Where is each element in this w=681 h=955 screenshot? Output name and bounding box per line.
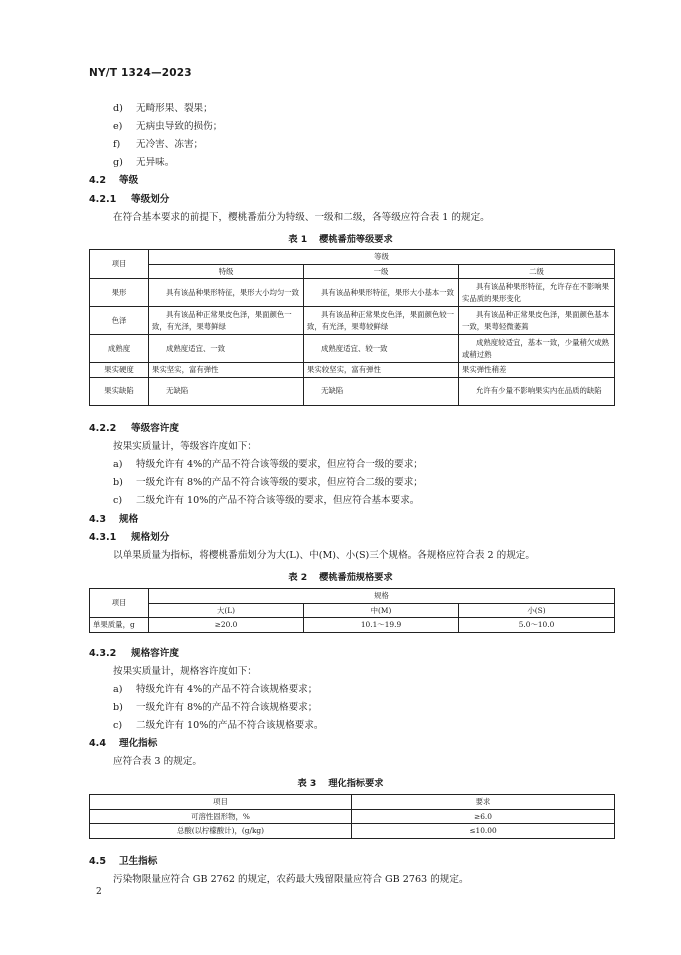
paragraph: 按果实质量计，规格容许度如下：	[113, 666, 257, 677]
table-caption: 表 1 樱桃番茄等级要求	[288, 234, 393, 245]
page-number: 2	[96, 887, 102, 897]
size-requirements-table	[89, 588, 615, 633]
section-heading: 4.2.2 等级容许度	[89, 423, 179, 434]
list-item: g) 无异味。	[113, 157, 175, 168]
grade-requirements-table	[89, 249, 615, 406]
list-item: c) 二级允许有 10%的产品不符合该规格要求。	[113, 720, 324, 731]
table-header: 特级	[149, 264, 304, 279]
list-item: b) 一级允许有 8%的产品不符合该等级的要求，但应符合二级的要求；	[113, 477, 423, 488]
list-item: e) 无病虫导致的损伤；	[113, 121, 223, 132]
table-header: 规格	[149, 589, 615, 604]
table-header: 要求	[352, 795, 615, 810]
list-item: d) 无畸形果、裂果；	[113, 103, 213, 114]
table-caption: 表 2 樱桃番茄规格要求	[288, 572, 393, 583]
section-heading: 4.4 理化指标	[89, 738, 158, 749]
list-item: f) 无冷害、冻害；	[113, 139, 204, 150]
table-header: 中(M)	[304, 603, 459, 618]
section-heading: 4.3.2 规格容许度	[89, 648, 179, 659]
paragraph: 污染物限量应符合 GB 2762 的规定，农药最大残留限量应符合 GB 2763 的规定。	[113, 874, 469, 885]
list-item: a) 特级允许有 4%的产品不符合该等级的要求，但应符合一级的要求；	[113, 459, 423, 470]
physicochemical-table	[89, 794, 615, 839]
table-header: 二级	[459, 264, 615, 279]
section-heading: 4.3 规格	[89, 514, 139, 525]
table-row: 果形 具有该品种果形特征，果形大小均匀一致 具有该品种果形特征，果形大小基本一致 具有该品种果形特征，允许存在不影响果实品质的果形变化	[90, 279, 615, 307]
table-row: 总酸(以柠檬酸计)，(g/kg) ≤10.00	[90, 824, 615, 839]
table-row: 单果质量，g ≥20.0 10.1～19.9 5.0～10.0	[90, 618, 615, 633]
table-header: 等级	[149, 250, 615, 265]
section-heading: 4.2 等级	[89, 175, 139, 186]
table-caption: 表 3 理化指标要求	[297, 778, 384, 789]
table-header: 项目	[90, 589, 149, 618]
table-row: 果实硬度 果实坚实，富有弹性 果实较坚实，富有弹性 果实弹性稍差	[90, 363, 615, 378]
table-header: 大(L)	[149, 603, 304, 618]
section-heading: 4.2.1 等级划分	[89, 194, 170, 205]
section-heading: 4.5 卫生指标	[89, 856, 158, 867]
table-header: 项目	[90, 250, 149, 279]
table-row: 成熟度 成熟度适宜、一致 成熟度适宜、较一致 成熟度较适宜，基本一致，少量稍欠成熟或稍过熟	[90, 335, 615, 363]
table-row: 可溶性固形物，% ≥6.0	[90, 809, 615, 824]
list-item: a) 特级允许有 4%的产品不符合该规格要求；	[113, 684, 318, 695]
section-heading: 4.3.1 规格划分	[89, 532, 170, 543]
list-item: c) 二级允许有 10%的产品不符合该等级的要求，但应符合基本要求。	[113, 495, 420, 506]
table-row: 果实缺陷 无缺陷 无缺陷 允许有少量不影响果实内在品质的缺陷	[90, 377, 615, 405]
paragraph: 应符合表 3 的规定。	[113, 756, 202, 767]
table-header: 项目	[90, 795, 352, 810]
paragraph: 在符合基本要求的前提下，樱桃番茄分为特级、一级和二级，各等级应符合表 1 的规定。	[113, 212, 490, 223]
paragraph: 以单果质量为指标，将樱桃番茄划分为大(L)、中(M)、小(S)三个规格。各规格应符合表 2 的规定。	[113, 550, 535, 561]
table-row: 色泽 具有该品种正常果皮色泽，果面颜色一致，有光泽，果萼鲜绿 具有该品种正常果皮色泽，果面颜色较一致，有光泽，果萼较鲜绿 具有该品种正常果皮色泽，果面颜色基本一致，果萼轻微萎蔫	[90, 307, 615, 335]
paragraph: 按果实质量计，等级容许度如下：	[113, 441, 257, 452]
standard-number: NY/T 1324—2023	[89, 67, 192, 79]
table-header: 小(S)	[459, 603, 615, 618]
table-header: 一级	[304, 264, 459, 279]
list-item: b) 一级允许有 8%的产品不符合该规格要求；	[113, 702, 318, 713]
